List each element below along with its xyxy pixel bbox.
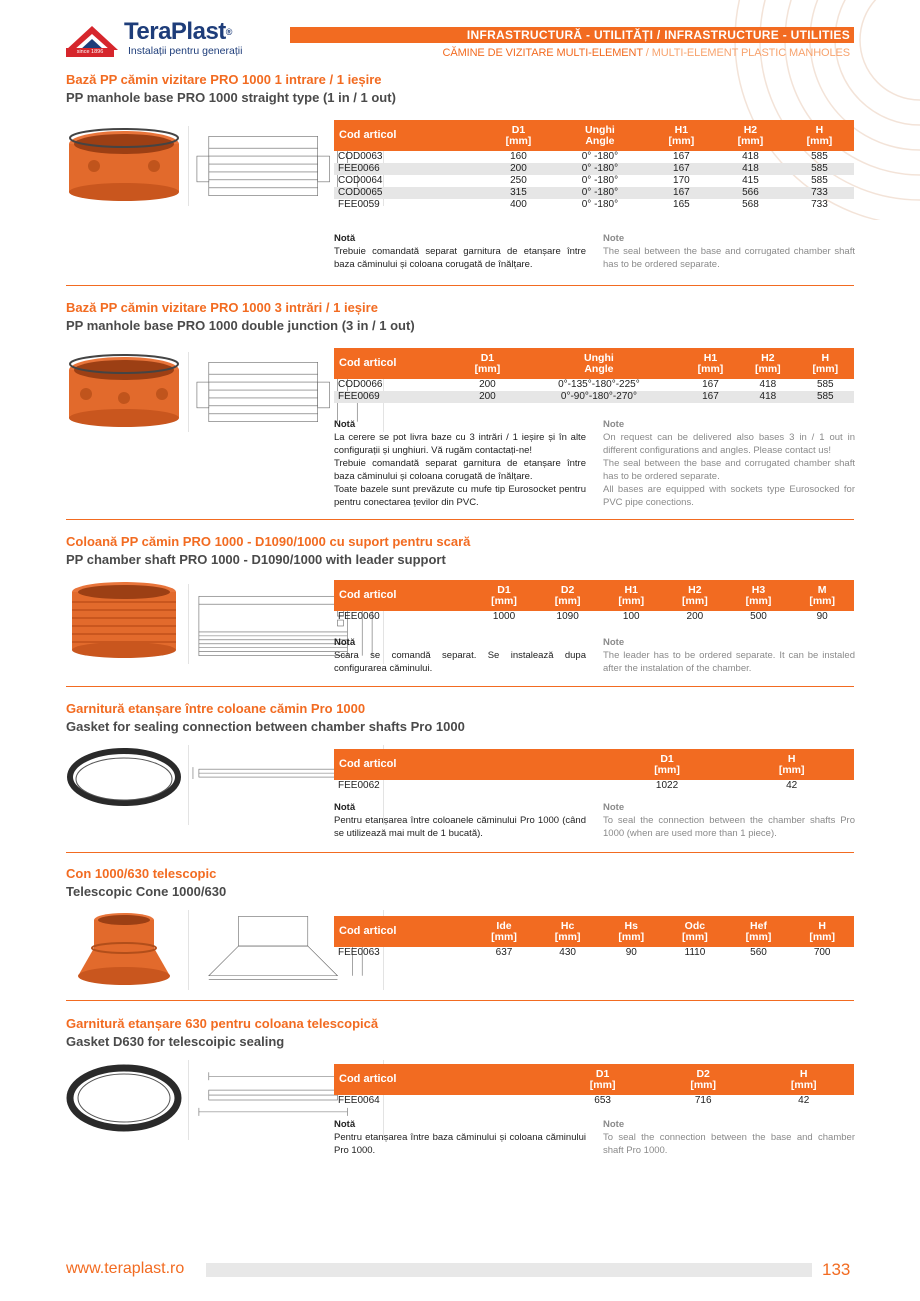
column-header-label: Odc [684,919,706,932]
subcategory-ro: CĂMINE DE VIZITARE MULTI-ELEMENT [442,47,643,59]
column-header-label: H [821,351,830,364]
note-en-text: To seal the connection between the base and chamber shaft Pro 1000. [603,1132,855,1156]
table-cell: 165 [673,199,690,210]
column-header [552,1064,653,1095]
section-title-ro: Garnitură etanșare 630 pentru coloana telescopică [66,1016,379,1031]
table-cell: 200 [686,611,704,622]
table-cell: 0°-90°-180°-270° [516,391,682,403]
page-number: 133 [822,1260,851,1279]
table-header-row [334,916,854,947]
gasket-630-photo [66,1060,182,1140]
column-header-label: D1 [660,752,674,765]
column-header-label: H [815,123,824,136]
note-en-text: To seal the connection between the chamber shafts Pro 1000 (when are used more than 1 piece). [603,815,855,839]
chamber-shaft-photo [66,580,182,660]
note-ro [334,232,586,271]
column-header-label: H1 [703,351,718,364]
column-header [785,120,854,151]
note-en-title: Note [603,802,625,813]
note-en-title: Note [603,637,625,648]
article-code-cell: COD0064 [338,175,383,186]
column-header-unit: [mm] [697,362,724,375]
table-row [334,611,854,623]
column-header-unit: Angle [584,362,614,375]
table-cell: 167 [647,187,716,199]
table-cell: 566 [716,187,785,199]
column-header-label: Unghi [584,351,614,364]
telescopic-cone-photo [66,910,182,990]
column-header [663,916,727,947]
column-header-label: Hc [560,919,575,932]
column-header-label: Unghi [585,123,615,136]
column-header-label: H3 [751,583,766,596]
column-header [459,348,516,379]
section-title-ro: Bază PP cămin vizitare PRO 1000 1 intrare / 1 ieșire [66,72,382,87]
column-header-unit: [mm] [690,1078,716,1091]
table-cell: 42 [798,1095,810,1106]
section-divider [66,285,854,286]
section-title-ro: Bază PP cămin vizitare PRO 1000 3 intrări / 1 ieșire [66,300,378,315]
column-header-unit: [mm] [806,134,833,147]
section-gasket-telescopic [66,1016,854,1176]
column-header [663,580,727,611]
table-cell: 0° -180° [553,163,647,175]
column-header-unit: [mm] [737,134,764,147]
product-table [334,348,854,403]
note-ro-title: Notă [334,637,356,648]
table-row [334,151,854,163]
table-row [334,163,854,175]
product-table [334,120,854,211]
subcategory-en: MULTI-ELEMENT PLASTIC MANHOLES [651,47,850,59]
column-header-unit: [mm] [745,594,772,607]
table-header-row [334,120,854,151]
note-ro [334,636,586,675]
column-header [605,749,730,780]
since-badge: since 1896 [66,48,114,57]
note-en [603,636,855,675]
note-en [603,801,855,840]
section-telescopic-cone [66,866,854,1004]
table-cell: 100 [622,611,640,622]
column-header-label: Cod articol [339,925,397,937]
column-header-label: H2 [688,583,702,596]
column-header-label: Cod articol [339,357,397,369]
note-ro-title: Notă [334,1119,356,1130]
column-header-unit: [mm] [554,594,581,607]
note-ro-title: Notă [334,233,356,244]
table-cell: 0° -180° [581,199,619,210]
column-header [334,749,605,780]
subcategory-separator: / [642,47,652,59]
section-title-en: Gasket D630 for telescoipic sealing [66,1034,285,1049]
table-cell: 0° -180° [581,175,619,186]
section-gasket-shafts [66,701,854,855]
table-cell: 1090 [556,611,579,622]
table-cell: 160 [510,151,527,162]
column-header-label: H [818,919,826,932]
note-en-line: The seal between the base and corrugated chamber shaft has to be ordered separate. [603,458,855,482]
column-header [334,580,472,611]
table-row [334,391,854,403]
note-ro [334,418,586,509]
column-header-unit: [mm] [491,594,517,607]
column-header-label: Cod articol [339,1073,397,1085]
note-en-line: All bases are equipped with sockets type Eurosocked for PVC pipe conections. [603,484,855,508]
article-code-cell: FEE0059 [338,199,380,210]
column-header [536,916,600,947]
table-cell: 200 [484,163,553,175]
note-en [603,1118,855,1157]
column-header-unit: [mm] [474,362,501,375]
column-header [334,916,472,947]
column-header-unit: [mm] [654,763,680,776]
column-header [334,348,459,379]
note-en [603,232,855,271]
section-title-en: PP chamber shaft PRO 1000 - D1090/1000 with leader support [66,552,446,567]
column-header-label: H1 [624,583,638,596]
column-header [599,916,663,947]
table-cell: 585 [811,151,828,162]
column-header-label: Cod articol [339,129,397,141]
table-cell: 0°-135°-180°-225° [558,379,640,390]
table-row [334,175,854,187]
section-base-junction [66,300,854,522]
column-header-unit: [mm] [809,930,835,943]
section-title-en: Gasket for sealing connection between chamber shafts Pro 1000 [66,719,465,734]
table-cell: 418 [742,151,759,162]
table-cell: 733 [811,199,828,210]
brand-tagline: Instalații pentru generații [128,45,243,57]
table-cell: 200 [459,391,516,403]
column-header-unit: [mm] [505,134,532,147]
column-header [599,580,663,611]
article-code-cell: FEE0064 [338,1095,380,1106]
section-title-ro: Coloană PP cămin PRO 1000 - D1090/1000 cu suport pentru scară [66,534,471,549]
note-en-title: Note [603,419,625,430]
table-row [334,947,854,959]
brand-text: TeraPlast [124,18,226,45]
column-header-label: H [787,752,796,765]
table-cell: 700 [813,947,831,958]
column-header-unit: [mm] [809,594,835,607]
column-header [797,348,854,379]
note-ro-text: Scara se comandă separat. Se instalează dupa configurarea căminului. [334,650,586,674]
table-header-row [334,348,854,379]
teraplast-logo[interactable] [64,20,244,60]
section-title-ro: Garnitură etanșare între coloane cămin Pro 1000 [66,701,366,716]
page-header [0,0,920,70]
column-header [334,1064,552,1095]
column-header-label: H2 [761,351,775,364]
product-table [334,580,854,623]
note-ro-text: Pentru etanșarea între coloanele căminului Pro 1000 (când se utilizează mai mult de 1 bucată). [334,815,586,839]
note-ro-line: Trebuie comandată separat garnitura de etanșare între baza căminului și coloana corugată de înălțare. [334,458,586,482]
column-header-unit: [mm] [618,930,645,943]
table-row [334,780,854,792]
article-code-cell: FEE0069 [334,391,459,403]
column-header [647,120,716,151]
column-header-label: D2 [560,583,575,596]
table-cell: 733 [785,187,854,199]
brand-name [124,20,232,44]
table-cell: 90 [816,611,828,622]
article-code-cell: COD0063 [338,151,383,162]
note-en-text: The seal between the base and corrugated chamber shaft has to be ordered separate. [603,246,855,270]
table-header-row [334,1064,854,1095]
column-header-label: D2 [696,1067,710,1080]
table-cell: 42 [786,780,798,791]
table-cell: 400 [510,199,527,210]
table-cell: 716 [694,1095,712,1106]
table-cell: 90 [625,947,637,958]
column-header-label: Cod articol [339,589,397,601]
column-header-label: D1 [511,123,526,136]
table-row [334,379,854,391]
table-cell: 167 [682,391,739,403]
manhole-junction-photo [66,348,182,428]
section-title-en: PP manhole base PRO 1000 straight type (1 in / 1 out) [66,90,396,105]
table-cell: 653 [594,1095,611,1106]
column-header-label: Ide [496,919,512,932]
table-cell: 418 [716,163,785,175]
table-cell: 560 [750,947,767,958]
column-header-unit: [mm] [755,362,781,375]
table-cell: 315 [484,187,553,199]
column-header [334,120,484,151]
column-header [653,1064,754,1095]
column-header-label: Hs [624,919,638,932]
table-cell: 585 [797,391,854,403]
note-ro-line: Toate bazele sunt prevăzute cu mufe tip Eurosocket pentru pentru conectarea țevilor din PVC. [334,484,586,508]
column-header [484,120,553,151]
column-header-unit: [mm] [491,930,517,943]
article-code-cell: FEE0066 [334,163,484,175]
column-header [753,1064,854,1095]
table-cell: 0° -180° [581,151,619,162]
column-header-label: D1 [497,583,511,596]
column-header-unit: [mm] [812,362,839,375]
table-cell: 568 [742,199,759,210]
category-bar: INFRASTRUCTURĂ - UTILITĂȚI / INFRASTRUCTURE - UTILITIES [290,27,854,43]
note-ro-text: Trebuie comandată separat garnitura de etanșare între baza căminului și coloana corugată de înălțare. [334,246,586,270]
section-divider [66,519,854,520]
table-row [334,187,854,199]
note-ro-title: Notă [334,419,356,430]
table-cell: 585 [811,175,828,186]
table-cell: 167 [702,379,719,390]
table-cell: 637 [495,947,513,958]
product-table [334,749,854,792]
table-cell: 585 [785,163,854,175]
note-ro-text: Pentru etanșarea între baza căminului și coloana căminului Pro 1000. [334,1132,586,1156]
table-cell: 430 [559,947,576,958]
table-cell: 415 [742,175,759,186]
column-header-label: M [817,583,827,596]
column-header-label: H2 [743,123,758,136]
manhole-base-photo [66,122,182,202]
product-table [334,1064,854,1107]
table-cell: 167 [673,151,690,162]
section-divider [66,686,854,687]
note-en-text: The leader has to be ordered separate. It can be instaled after the instalation of the chamber. [603,650,855,674]
column-header [790,916,854,947]
footer-bar [206,1263,812,1277]
column-header-label: H [799,1067,808,1080]
column-header-label: D1 [595,1067,610,1080]
table-row [334,1095,854,1107]
table-cell: 418 [759,379,777,390]
column-header-unit: [mm] [682,930,708,943]
section-title-ro: Con 1000/630 telescopic [66,866,217,881]
note-en-title: Note [603,233,625,244]
registered-mark: ® [225,27,232,37]
article-code-cell: FEE0063 [338,947,380,958]
section-chamber-shaft [66,534,854,690]
table-cell: 250 [510,175,527,186]
table-cell: 170 [673,175,690,186]
column-header [472,580,536,611]
column-header [553,120,647,151]
column-header-unit: [mm] [682,594,708,607]
note-ro [334,801,586,840]
article-code-cell: COD0065 [334,187,484,199]
article-code-cell: FEE0062 [338,780,380,791]
note-en-line: On request can be delivered also bases 3 in / 1 out in different configurations and angles. Please contact us! [603,432,855,456]
product-table [334,916,854,959]
column-header-unit: [mm] [668,134,695,147]
section-divider [66,1000,854,1001]
table-cell: 1000 [492,611,516,622]
column-header [727,580,791,611]
note-ro-line: La cerere se pot livra baze cu 3 intrări / 1 ieșire și în alte configurații și unghiuri. Vă rugăm contactați-ne! [334,432,586,456]
table-cell: 500 [750,611,767,622]
gasket-photo [66,745,182,825]
column-header-unit: [mm] [589,1078,616,1091]
note-ro [334,1118,586,1157]
note-en-title: Note [603,1119,625,1130]
table-cell: 585 [816,379,834,390]
section-divider [66,852,854,853]
section-base-straight [66,72,854,288]
column-header [729,749,854,780]
note-ro-title: Notă [334,802,356,813]
column-header-unit: [mm] [778,763,805,776]
column-header [472,916,536,947]
column-header [536,580,600,611]
column-header-label: Cod articol [339,758,397,770]
article-code-cell: COD0066 [338,379,383,390]
column-header-label: D1 [480,351,495,364]
column-header [716,120,785,151]
column-header-unit: [mm] [618,594,645,607]
table-header-row [334,580,854,611]
subcategory [442,47,850,59]
footer-url-link[interactable]: www.teraplast.ro [66,1260,185,1277]
article-code-cell: FEE0060 [338,611,380,622]
column-header-label: H1 [674,123,689,136]
column-header [682,348,739,379]
table-cell: 418 [739,391,796,403]
column-header [739,348,796,379]
table-cell: 1022 [655,780,679,791]
note-en [603,418,855,509]
column-header-unit: Angle [585,134,615,147]
table-cell: 167 [647,163,716,175]
section-title-en: PP manhole base PRO 1000 double junction (3 in / 1 out) [66,318,415,333]
column-header [516,348,682,379]
table-cell: 1110 [684,947,706,958]
table-row [334,199,854,211]
column-header-unit: [mm] [554,930,581,943]
column-header [790,580,854,611]
table-cell: 200 [479,379,496,390]
column-header-unit: [mm] [790,1078,817,1091]
table-header-row [334,749,854,780]
column-header [727,916,791,947]
column-header-unit: [mm] [745,930,772,943]
table-cell: 0° -180° [553,187,647,199]
section-title-en: Telescopic Cone 1000/630 [66,884,227,899]
column-header-label: Hef [750,919,767,932]
